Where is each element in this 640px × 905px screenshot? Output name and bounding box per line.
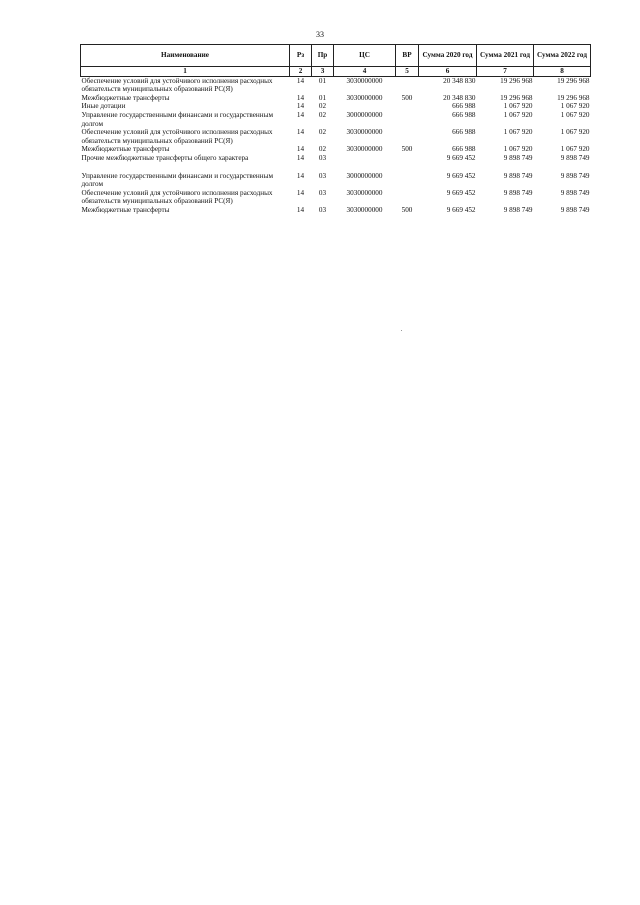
table-row	[81, 76, 591, 94]
budget-table	[80, 44, 591, 215]
row-pr: 03	[318, 153, 327, 162]
row-rz: 14	[296, 102, 305, 111]
row-pr: 02	[318, 128, 327, 137]
row-sum-2020: 666 988	[452, 128, 476, 137]
row-sum-2021: 9 898 749	[503, 171, 533, 180]
row-vr: 500	[401, 145, 413, 154]
column-number: 8	[534, 67, 591, 77]
row-name: Межбюджетные трансферты	[81, 205, 170, 214]
header-sum-2020: Сумма 2020 год	[419, 45, 477, 67]
row-sum-2022: 1 067 920	[560, 128, 590, 137]
row-sum-2020: 9 669 452	[446, 188, 476, 197]
row-cs: 3030000000	[346, 145, 383, 154]
column-number: 7	[477, 67, 534, 77]
row-vr	[396, 154, 419, 163]
table-row	[81, 189, 591, 206]
table-row	[81, 94, 591, 103]
row-sum-2021: 1 067 920	[503, 128, 533, 137]
row-rz: 14	[296, 76, 305, 85]
row-sum-2021: 19 296 968	[500, 93, 533, 102]
table-row	[81, 102, 591, 111]
row-pr: 02	[318, 145, 327, 154]
row-pr: 02	[318, 110, 327, 119]
table-row	[81, 111, 591, 128]
row-sum-2022: 9 898 749	[560, 153, 590, 162]
row-sum-2022: 19 296 968	[557, 93, 590, 102]
row-rz: 14	[296, 188, 305, 197]
table-row	[81, 163, 591, 189]
row-name: Обеспечение условий для устойчивого исполнения расходных обязательств муниципальных образований РС(Я)	[81, 128, 273, 145]
row-sum-2020: 666 988	[452, 145, 476, 154]
row-sum-2021: 1 067 920	[503, 110, 533, 119]
row-rz: 14	[296, 145, 305, 154]
row-vr: 500	[401, 205, 413, 214]
row-vr	[396, 111, 419, 128]
table-row	[81, 145, 591, 154]
row-sum-2022: 9 898 749	[560, 188, 590, 197]
row-sum-2021: 1 067 920	[503, 102, 533, 111]
table-row	[81, 128, 591, 145]
page-number: 33	[316, 30, 324, 39]
row-sum-2022: 1 067 920	[560, 145, 590, 154]
column-number: 5	[396, 67, 419, 77]
row-sum-2022: 19 296 968	[557, 76, 590, 85]
row-sum-2020: 9 669 452	[446, 205, 476, 214]
header-vr: ВР	[396, 45, 419, 67]
table-row	[81, 206, 591, 215]
row-pr: 02	[318, 102, 327, 111]
row-rz: 14	[296, 205, 305, 214]
row-cs: 3030000000	[346, 76, 383, 85]
row-sum-2022: 9 898 749	[560, 171, 590, 180]
column-number: 1	[81, 67, 290, 77]
row-name: Межбюджетные трансферты	[81, 93, 170, 102]
row-pr: 03	[318, 205, 327, 214]
row-rz: 14	[296, 128, 305, 137]
row-sum-2020: 20 348 830	[443, 93, 476, 102]
row-rz: 14	[296, 110, 305, 119]
row-pr: 01	[318, 93, 327, 102]
column-number: 6	[419, 67, 477, 77]
row-sum-2021: 9 898 749	[503, 205, 533, 214]
row-rz: 14	[296, 93, 305, 102]
row-pr: 03	[318, 171, 327, 180]
row-cs: 3030000000	[346, 93, 383, 102]
row-vr	[396, 163, 419, 189]
row-cs: 3030000000	[346, 205, 383, 214]
row-sum-2021: 9 898 749	[503, 188, 533, 197]
row-cs	[334, 154, 396, 163]
row-cs: 3030000000	[346, 188, 383, 197]
header-row	[81, 45, 591, 67]
column-number-row	[81, 67, 591, 77]
row-vr	[396, 189, 419, 206]
row-sum-2022: 1 067 920	[560, 102, 590, 111]
row-sum-2020: 9 669 452	[446, 171, 476, 180]
row-rz: 14	[296, 171, 305, 180]
row-vr	[396, 102, 419, 111]
row-rz: 14	[296, 153, 305, 162]
row-sum-2022: 1 067 920	[560, 110, 590, 119]
row-sum-2020: 20 348 830	[443, 76, 476, 85]
row-sum-2020: 666 988	[452, 102, 476, 111]
header-pr: Пр	[312, 45, 334, 67]
row-sum-2020: 666 988	[452, 110, 476, 119]
row-cs: 3000000000	[346, 110, 383, 119]
row-sum-2021: 1 067 920	[503, 145, 533, 154]
row-name: Межбюджетные трансферты	[81, 145, 170, 154]
row-sum-2020: 9 669 452	[446, 153, 476, 162]
row-sum-2021: 19 296 968	[500, 76, 533, 85]
row-sum-2022: 9 898 749	[560, 205, 590, 214]
column-number: 3	[312, 67, 334, 77]
row-name: Обеспечение условий для устойчивого исполнения расходных обязательств муниципальных образований РС(Я)	[81, 188, 273, 206]
row-name: Обеспечение условий для устойчивого исполнения расходных обязательств муниципальных образований РС(Я)	[81, 76, 273, 94]
row-pr: 03	[318, 188, 327, 197]
row-name: Прочие межбюджетные трансферты общего характера	[81, 153, 249, 162]
row-vr	[396, 76, 419, 94]
column-number: 4	[334, 67, 396, 77]
header-sum-2022: Сумма 2022 год	[534, 45, 591, 67]
row-cs: 3000000000	[346, 171, 383, 180]
row-vr	[396, 128, 419, 145]
row-vr: 500	[401, 93, 413, 102]
scan-speck	[401, 330, 402, 331]
row-name: Управление государственными финансами и государственным долгом	[81, 171, 273, 189]
header-cs: ЦС	[334, 45, 396, 67]
header-rz: Рз	[290, 45, 312, 67]
row-name: Управление государственными финансами и государственным долгом	[81, 110, 273, 128]
row-sum-2021: 9 898 749	[503, 153, 533, 162]
row-name: Иные дотации	[81, 102, 126, 111]
column-number: 2	[290, 67, 312, 77]
row-cs	[334, 102, 396, 111]
header-sum-2021: Сумма 2021 год	[477, 45, 534, 67]
table-row	[81, 154, 591, 163]
header-name: Наименование	[81, 45, 290, 67]
row-pr: 01	[318, 76, 327, 85]
row-cs: 3030000000	[346, 128, 383, 137]
